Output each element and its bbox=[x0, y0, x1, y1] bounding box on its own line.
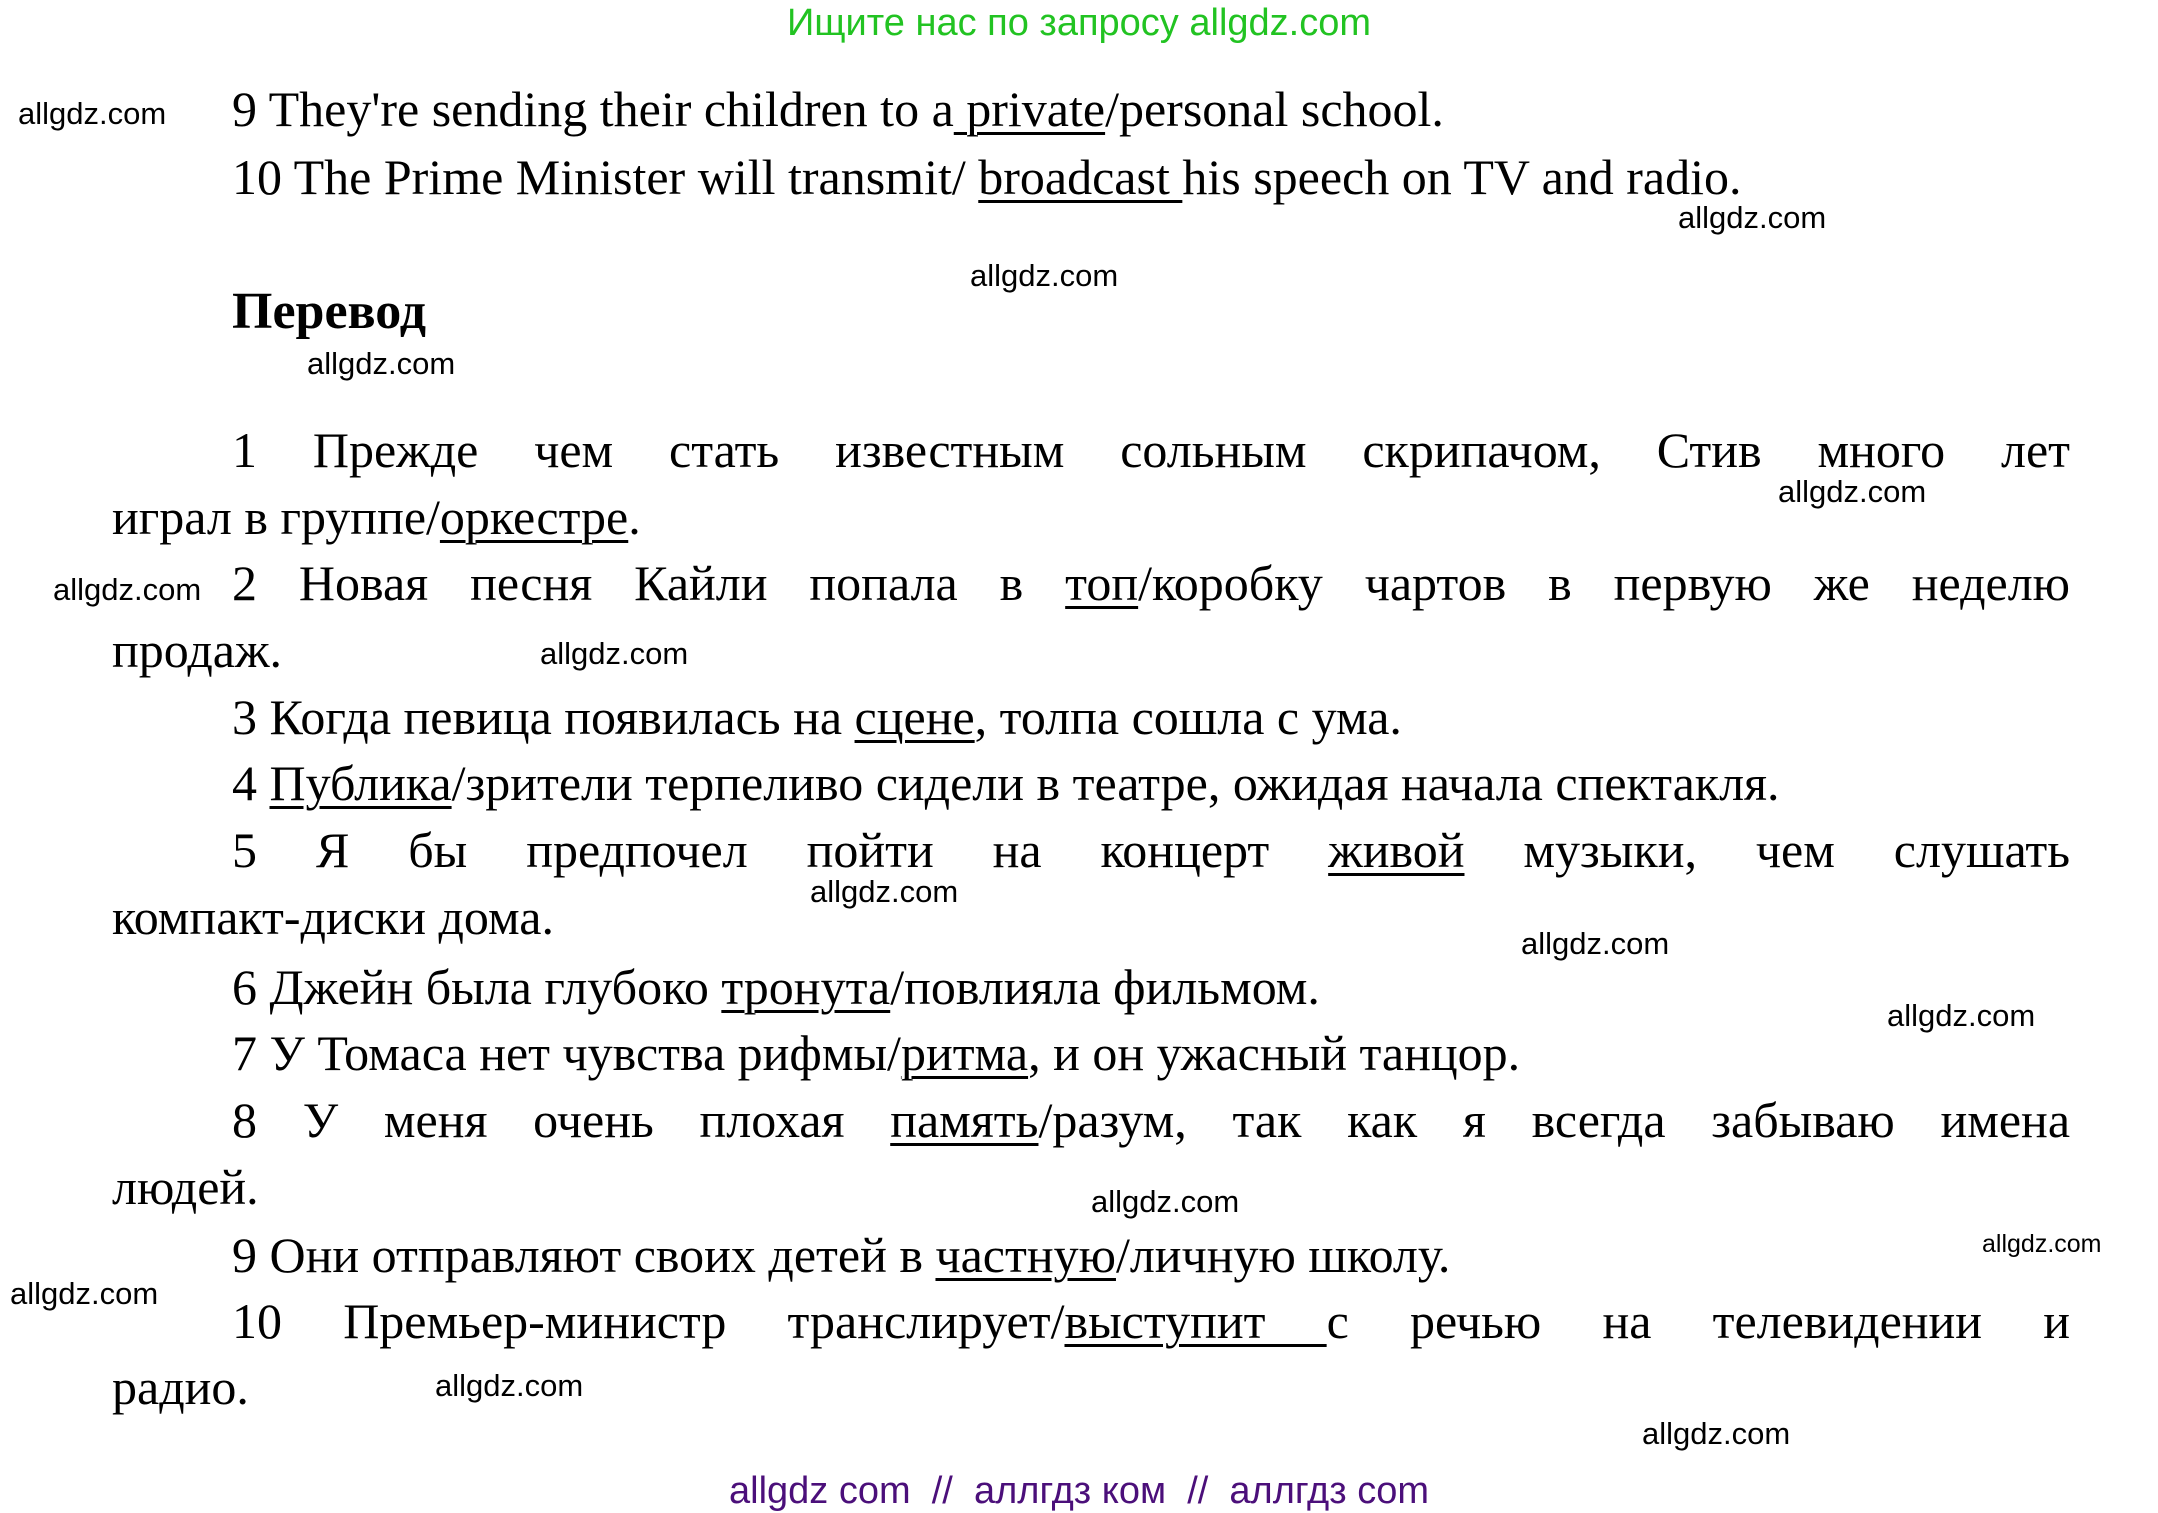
underlined-answer: broadcast bbox=[978, 149, 1183, 205]
sentence-text: играл в группе/ bbox=[112, 489, 440, 545]
russian-sentence-1-line2 bbox=[112, 489, 641, 545]
sentence-number: 5 bbox=[232, 822, 257, 878]
sentence-number: 4 bbox=[232, 755, 257, 811]
underlined-answer: ритма bbox=[900, 1025, 1029, 1081]
sentence-text: /коробку чартов в первую же неделю bbox=[1138, 555, 2070, 611]
russian-sentence-1-line1 bbox=[232, 422, 2071, 478]
footer-watermark: allgdz com // аллгдз ком // аллгдз com bbox=[729, 1470, 1429, 1512]
underlined-answer: оркестре bbox=[439, 489, 629, 545]
watermark: allgdz.com bbox=[970, 258, 1119, 293]
underlined-answer: тронута bbox=[721, 959, 891, 1015]
sentence-number: 1 bbox=[232, 422, 257, 478]
watermark: allgdz.com bbox=[1521, 926, 1670, 961]
underlined-answer: private bbox=[953, 81, 1106, 137]
sentence-text: Когда певица появилась на bbox=[269, 689, 855, 745]
sentence-text: музыки, чем слушать bbox=[1464, 822, 2071, 878]
watermark: allgdz.com bbox=[435, 1368, 584, 1403]
english-sentence-10 bbox=[232, 149, 1742, 205]
russian-sentence-8-line1 bbox=[232, 1092, 2071, 1148]
sentence-text: The Prime Minister will transmit/ bbox=[293, 149, 979, 205]
russian-sentence-10-line1 bbox=[232, 1293, 2071, 1349]
underlined-answer: память bbox=[890, 1092, 1039, 1148]
russian-sentence-7 bbox=[232, 1025, 1521, 1081]
watermark: allgdz.com bbox=[1091, 1184, 1240, 1219]
russian-sentence-8-line2: людей. bbox=[112, 1159, 259, 1215]
watermark: allgdz.com bbox=[18, 96, 167, 131]
russian-sentence-10-line2: радио. bbox=[112, 1359, 249, 1415]
sentence-text: /personal school. bbox=[1105, 81, 1444, 137]
section-heading: Перевод bbox=[232, 283, 427, 340]
russian-sentence-9 bbox=[232, 1227, 1451, 1283]
sentence-number: 9 bbox=[232, 81, 257, 137]
sentence-number: 9 bbox=[232, 1227, 257, 1283]
sentence-number: 10 bbox=[232, 1293, 282, 1349]
sentence-number: 2 bbox=[232, 555, 257, 611]
russian-sentence-5-line2: компакт-диски дома. bbox=[112, 889, 554, 945]
watermark: allgdz.com bbox=[10, 1276, 159, 1311]
underlined-answer: Публика bbox=[269, 755, 452, 811]
sentence-text: /повлияла фильмом. bbox=[890, 959, 1320, 1015]
watermark: allgdz.com bbox=[307, 346, 456, 381]
underlined-answer: живой bbox=[1328, 822, 1465, 878]
sentence-text: his speech on TV and radio. bbox=[1182, 149, 1742, 205]
watermark: allgdz.com bbox=[540, 636, 689, 671]
russian-sentence-5-line1 bbox=[232, 822, 2071, 878]
sentence-text: Премьер-министр транслирует/ bbox=[343, 1293, 1065, 1349]
sentence-number: 3 bbox=[232, 689, 257, 745]
sentence-text: They're sending their children to a bbox=[268, 81, 954, 137]
underlined-answer: топ bbox=[1065, 555, 1139, 611]
watermark: allgdz.com bbox=[1642, 1416, 1791, 1451]
sentence-text: /разум, так как я всегда забываю имена bbox=[1038, 1092, 2071, 1148]
sentence-text: /зрители терпеливо сидели в театре, ожидая начала спектакля. bbox=[451, 755, 1780, 811]
sentence-text: У меня очень плохая bbox=[302, 1092, 891, 1148]
english-sentence-9 bbox=[232, 81, 1444, 137]
sentence-text: с речью на телевидении и bbox=[1326, 1293, 2071, 1349]
watermark: allgdz.com bbox=[1678, 200, 1827, 235]
watermark: allgdz.com bbox=[1982, 1230, 2102, 1258]
sentence-text: Новая песня Кайли попала в bbox=[298, 555, 1066, 611]
sentence-text: Я бы предпочел пойти на концерт bbox=[315, 822, 1329, 878]
sentence-text: , и он ужасный танцор. bbox=[1028, 1025, 1521, 1081]
sentence-number: 10 bbox=[232, 149, 282, 205]
watermark: allgdz.com bbox=[1887, 998, 2036, 1033]
sentence-number: 6 bbox=[232, 959, 257, 1015]
sentence-text: У Томаса нет чувства рифмы/ bbox=[269, 1025, 901, 1081]
sentence-text: Они отправляют своих детей в bbox=[269, 1227, 936, 1283]
russian-sentence-2-line2: продаж. bbox=[112, 622, 282, 678]
search-banner: Ищите нас по запросу allgdz.com bbox=[786, 2, 1371, 44]
sentence-text: /личную школу. bbox=[1115, 1227, 1451, 1283]
watermark: allgdz.com bbox=[53, 572, 202, 607]
sentence-text: . bbox=[628, 489, 641, 545]
russian-sentence-6 bbox=[232, 959, 1320, 1015]
watermark: allgdz.com bbox=[1778, 474, 1927, 509]
sentence-text: Джейн была глубоко bbox=[269, 959, 722, 1015]
sentence-number: 7 bbox=[232, 1025, 257, 1081]
sentence-text: , толпа сошла с ума. bbox=[974, 689, 1402, 745]
russian-sentence-2-line1 bbox=[232, 555, 2070, 611]
sentence-text: Прежде чем стать известным сольным скрипачом, Стив много лет bbox=[312, 422, 2071, 478]
underlined-answer: сцене bbox=[854, 689, 975, 745]
sentence-number: 8 bbox=[232, 1092, 257, 1148]
watermark: allgdz.com bbox=[810, 874, 959, 909]
underlined-answer: частную bbox=[935, 1227, 1116, 1283]
underlined-answer: выступит bbox=[1064, 1293, 1327, 1349]
russian-sentence-4 bbox=[232, 755, 1780, 811]
russian-sentence-3 bbox=[232, 689, 1402, 745]
